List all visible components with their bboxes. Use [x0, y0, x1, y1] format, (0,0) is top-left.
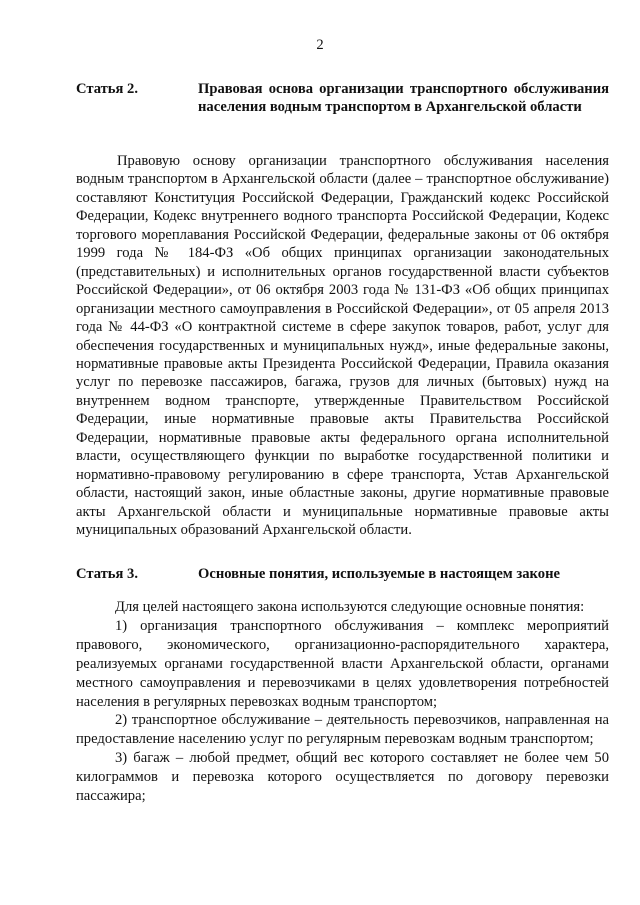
definition-item: 2) транспортное обслуживание – деятельность перевозчиков, направленная на предоставление населению услуг по регулярным перевозкам водным транспортом; — [76, 712, 609, 748]
article-3-intro: Для целей настоящего закона используются следующие основные понятия: — [115, 599, 585, 615]
article-2-label: Статья 2. — [76, 81, 138, 97]
definition-item: 1) организация транспортного обслуживания – комплекс мероприятий правового, экономического, организационно-распорядительного характера, реализуемых органами государственной власти Архангельской области, органами местного самоуправления и перевозчиками в целях удовлетворения потребностей населения в регулярных перевозках водным транспортом; — [76, 617, 609, 710]
article-2-heading — [76, 80, 609, 116]
article-2-paragraph: Правовую основу организации транспортного обслуживания населения водным транспортом в Архангельской области (далее – транспортное обслуживание) составляют Конституция Российской Федерации, Гражданский кодекс Российской Федерации, Кодекс внутреннего водного транспорта Российской Федерации, Кодекс торгового мореплавания Российской Федерации, федеральные законы от 06 октября 1999 года № 184-ФЗ «Об общих принципах организации законодательных (представительных) и исполнительных органов государственной власти субъектов Российской Федерации», от 06 октября 2003 года № 131-ФЗ «Об общих принципах организации местного самоуправления в Российской Федерации», от 05 апреля 2013 года № 44-ФЗ «О контрактной системе в сфере закупок товаров, работ, услуг для обеспечения государственных и муниципальных нужд», иные федеральные законы, нормативные правовые акты Президента Российской Федерации, Правила оказания услуг по перевозке пассажиров, багажа, грузов для личных (бытовых) нужд на внутреннем водном транспорте, утвержденные Правительством Российской Федерации, иные нормативные правовые акты Правительства Российской Федерации, нормативные правовые акты федерального органа исполнительной власти, осуществляющего функции по выработке государственной политики и нормативно-правовому регулированию в сфере транспорта, Устав Архангельской области, настоящий закон, иные областные законы, другие нормативные правовые акты Архангельской области и муниципальные нормативные правовые акты муниципальных образований Архангельской области. — [76, 153, 609, 539]
article-2-title: Правовая основа организации транспортного обслуживания населения водным транспортом в Архангельской области — [198, 81, 609, 115]
article-3-body — [76, 598, 609, 806]
article-3-heading — [76, 565, 609, 583]
article-3-title: Основные понятия, используемые в настоящем законе — [198, 566, 560, 582]
definition-item: 3) багаж – любой предмет, общий вес которого составляет не более чем 50 килограммов и перевозка которого осуществляется по договору перевозки пассажира; — [76, 750, 609, 805]
article-3-label: Статья 3. — [76, 566, 138, 582]
article-2-body — [76, 152, 609, 540]
page-number: 2 — [316, 37, 324, 53]
